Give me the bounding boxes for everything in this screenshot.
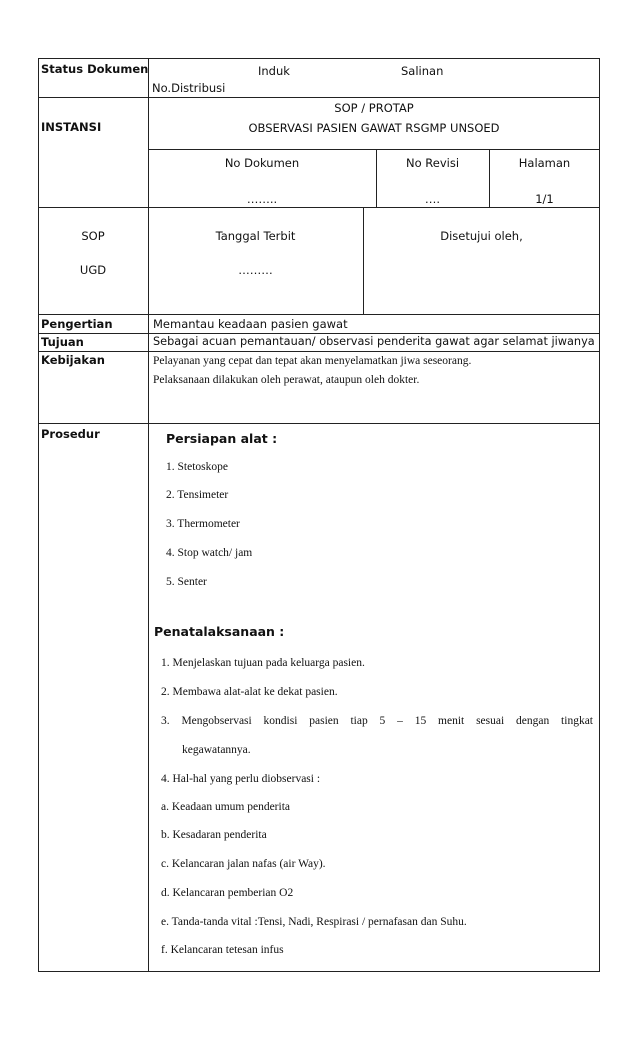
status-dokumen-label: Status Dokumen: [41, 62, 149, 76]
document-title-line2: OBSERVASI PASIEN GAWAT RSGMP UNSOED: [248, 121, 500, 135]
alat-item: 2. Tensimeter: [166, 489, 229, 501]
prosedur-label: Prosedur: [41, 427, 100, 441]
induk-label: Induk: [258, 64, 290, 78]
alat-item: 1. Stetoskope: [166, 461, 228, 473]
kebijakan-line1: Pelayanan yang cepat dan tepat akan menyelamatkan jiwa seseorang.: [153, 355, 472, 367]
langkah-item: 2. Membawa alat-alat ke dekat pasien.: [161, 686, 338, 698]
salinan-label: Salinan: [401, 64, 444, 78]
langkah-item: b. Kesadaran penderita: [161, 829, 267, 841]
alat-item: 4. Stop watch/ jam: [166, 547, 253, 559]
no-dokumen-value: ……..: [246, 192, 278, 206]
sop-label: SOP: [81, 229, 105, 243]
row-divider: [38, 207, 600, 208]
document-title-line1: SOP / PROTAP: [334, 101, 414, 115]
row-divider: [38, 333, 600, 334]
kebijakan-line2: Pelaksanaan dilakukan oleh perawat, ataupun oleh dokter.: [153, 374, 420, 386]
no-revisi-label: No Revisi: [405, 156, 460, 170]
persiapan-alat-title: Persiapan alat :: [166, 431, 278, 446]
disetujui-label: Disetujui oleh,: [440, 229, 523, 243]
halaman-value: 1/1: [535, 192, 554, 206]
tujuan-label: Tujuan: [41, 335, 84, 349]
row-divider: [38, 314, 600, 315]
langkah-item: c. Kelancaran jalan nafas (air Way).: [161, 858, 326, 870]
langkah-item: 3. Mengobservasi kondisi pasien tiap 5 – 15 menit sesuai dengan tingkat: [161, 715, 593, 727]
tanggal-terbit-label: Tanggal Terbit: [215, 229, 296, 243]
langkah-item: 1. Menjelaskan tujuan pada keluarga pasien.: [161, 657, 365, 669]
langkah-item: e. Tanda-tanda vital :Tensi, Nadi, Respirasi / pernafasan dan Suhu.: [161, 916, 467, 928]
langkah-item: 4. Hal-hal yang perlu diobservasi :: [161, 773, 321, 785]
halaman-label: Halaman: [518, 156, 571, 170]
sop-document: [38, 58, 600, 972]
row-divider: [38, 351, 600, 352]
col-divider: [363, 207, 364, 314]
kebijakan-label: Kebijakan: [41, 353, 105, 367]
pengertian-label: Pengertian: [41, 317, 113, 331]
instansi-label: INSTANSI: [41, 120, 102, 134]
langkah-item: f. Kelancaran tetesan infus: [161, 944, 284, 956]
langkah-item: a. Keadaan umum penderita: [161, 801, 290, 813]
langkah-item: kegawatannya.: [182, 744, 251, 756]
tujuan-text: Sebagai acuan pemantauan/ observasi penderita gawat agar selamat jiwanya: [153, 335, 595, 348]
alat-item: 5. Senter: [166, 576, 207, 588]
row-divider: [38, 423, 600, 424]
row-divider: [148, 149, 600, 150]
ugd-label: UGD: [79, 263, 107, 277]
tanggal-terbit-value: ………: [238, 263, 273, 277]
distribusi-label: No.Distribusi: [152, 81, 226, 95]
alat-item: 3. Thermometer: [166, 518, 240, 530]
no-revisi-value: ….: [424, 192, 441, 206]
pengertian-text: Memantau keadaan pasien gawat: [153, 317, 348, 331]
no-dokumen-label: No Dokumen: [224, 156, 300, 170]
penatalaksanaan-title: Penatalaksanaan :: [154, 624, 285, 639]
row-divider: [38, 97, 600, 98]
langkah-item: d. Kelancaran pemberian O2: [161, 887, 294, 899]
